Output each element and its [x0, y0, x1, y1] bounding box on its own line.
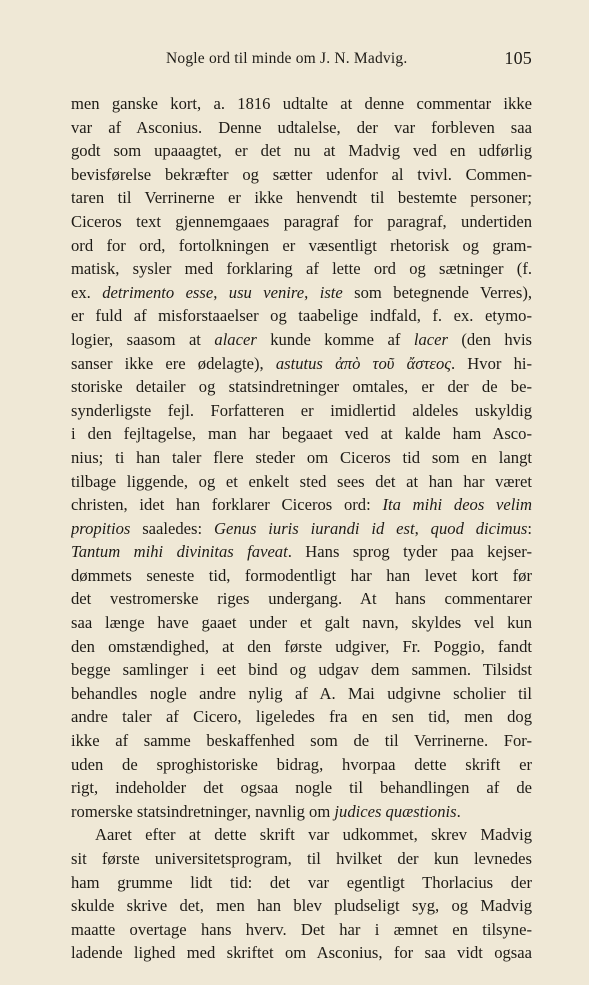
italic-phrase: alacer	[214, 329, 257, 349]
text-line	[71, 800, 532, 824]
italic-phrase: quod dicimus	[430, 518, 528, 538]
running-title: Nogle ord til minde om J. N. Madvig.	[166, 50, 408, 67]
text-line	[71, 139, 532, 163]
text-run: romerske statsindretninger, navnlig om	[71, 801, 335, 821]
text-run: ord for ord, fortolkningen er væsentligt rhetorisk og gram-	[71, 235, 532, 255]
text-run: matisk, sysler med forklaring af lette ord og sætninger (f.	[71, 259, 532, 279]
text-run: synderligste fejl. Forfatteren er imidlertid aldeles uskyldig	[71, 400, 532, 420]
text-run: ,	[213, 282, 229, 302]
text-run: . Hvor hi-	[450, 353, 532, 373]
text-line	[71, 941, 532, 965]
text-line	[71, 823, 532, 847]
text-run: begge samlinger i eet bind og udgav dem sammen. Tilsidst	[71, 660, 532, 680]
text-line	[71, 894, 532, 918]
text-run: andre taler af Cicero, ligeledes fra en sen tid, men dog	[71, 707, 532, 727]
text-line	[71, 753, 532, 777]
italic-phrase: Tantum mihi divinitas faveat	[71, 542, 288, 562]
text-run: ladende lighed med skriftet om Asconius, for saa vidt ogsaa	[71, 943, 532, 963]
text-line	[71, 658, 532, 682]
text-run: tilbage liggende, og et enkelt sted sees det at han har været	[71, 471, 532, 491]
italic-phrase: propitios	[71, 518, 131, 538]
text-line	[71, 281, 532, 305]
italic-phrase: judices quæstionis	[334, 801, 457, 821]
text-line	[71, 422, 532, 446]
text-line	[71, 210, 532, 234]
text-run: er fuld af misforstaaelser og taabelige indfald, f. ex. etymo-	[71, 306, 532, 326]
text-run: . Hans sprog tyder paa kejser-	[287, 542, 532, 562]
text-line	[71, 564, 532, 588]
text-line	[71, 635, 532, 659]
text-run: saa længe have gaaet under et galt navn, skyldes vel kun	[71, 613, 532, 633]
text-line	[71, 682, 532, 706]
italic-phrase: ἀπὸ τοῦ ἄστεος	[335, 353, 451, 373]
text-run: ikke af samme beskaffenhed som de til Verrinerne. For-	[71, 731, 532, 751]
text-run: det vestromerske riges undergang. At hans commentarer	[71, 589, 532, 609]
text-line	[71, 587, 532, 611]
text-run: Ciceros text gjennemgaaes paragraf for paragraf, undertiden	[71, 211, 532, 231]
text-run: uden de sproghistoriske bidrag, hvorpaa dette skrift er	[71, 754, 532, 774]
text-line	[71, 847, 532, 871]
text-run: Aaret efter at dette skrift var udkommet, skrev Madvig	[95, 825, 532, 845]
text-run: men ganske kort, a. 1816 udtalte at denne commentar ikke	[71, 94, 532, 113]
text-run: rigt, indeholder det ogsaa nogle til behandlingen af de	[71, 778, 532, 798]
text-run: :	[527, 518, 532, 538]
text-run: .	[456, 801, 461, 821]
text-run: bevisførelse bekræfter og sætter udenfor al tvivl. Commen-	[71, 164, 532, 184]
text-line	[71, 375, 532, 399]
text-line	[71, 611, 532, 635]
text-line	[71, 918, 532, 942]
text-run: maatte overtage hans hverv. Det har i æmnet en tilsyne-	[71, 919, 532, 939]
text-line	[71, 352, 532, 376]
text-run: i den fejltagelse, man har begaaet ved at kalde ham Asco-	[71, 424, 532, 444]
text-run: var af Asconius. Denne udtalelse, der var forbleven saa	[71, 117, 532, 137]
text-line	[71, 729, 532, 753]
text-run: den omstændighed, at den første udgiver, Fr. Poggio, fandt	[71, 636, 532, 656]
italic-phrase: detrimento esse	[102, 282, 214, 302]
text-line	[71, 304, 532, 328]
text-line	[71, 517, 532, 541]
text-line	[71, 446, 532, 470]
text-line	[71, 399, 532, 423]
text-line	[71, 470, 532, 494]
text-run: storiske detailer og statsindretninger omtales, er der de be-	[71, 377, 532, 397]
text-run: ex.	[71, 282, 103, 302]
text-line	[71, 116, 532, 140]
text-line	[71, 328, 532, 352]
text-run: christen, idet han forklarer Ciceros ord:	[71, 495, 383, 515]
text-line	[71, 186, 532, 210]
text-line	[71, 163, 532, 187]
text-run: som betegnende Verres),	[342, 282, 532, 302]
text-run: skulde skrive det, men han blev pludseligt syg, og Madvig	[71, 896, 532, 916]
italic-phrase: Genus iuris iurandi id est	[214, 518, 415, 538]
text-run	[323, 354, 335, 373]
text-run: ham grumme lidt tid: det var egentligt Thorlacius der	[71, 872, 532, 892]
text-run: dømmets seneste tid, formodentligt har han levet kort før	[71, 565, 532, 585]
italic-phrase: Ita mihi deos velim	[382, 495, 532, 515]
text-run: (den hvis	[447, 329, 532, 349]
text-run: logier, saasom at	[71, 329, 215, 349]
text-run: kunde komme af	[256, 329, 414, 349]
text-run: sanser ikke ere ødelagte),	[71, 353, 276, 373]
text-line	[71, 705, 532, 729]
page-number: 105	[504, 48, 532, 68]
text-line	[71, 493, 532, 517]
text-run: ,	[414, 518, 431, 538]
italic-phrase: astutus	[275, 353, 323, 373]
text-run: taren til Verrinerne er ikke henvendt til bestemte personer;	[71, 188, 532, 208]
text-line	[71, 92, 532, 116]
italic-phrase: usu venire	[228, 282, 305, 302]
italic-phrase: iste	[319, 282, 343, 302]
text-line	[71, 871, 532, 895]
text-run: sit første universitetsprogram, til hvilket der kun levnedes	[71, 849, 532, 868]
text-run: nius; ti han taler flere steder om Ciceros tid som en langt	[71, 447, 532, 467]
text-line	[71, 257, 532, 281]
text-line	[71, 234, 532, 258]
italic-phrase: lacer	[413, 329, 448, 349]
text-run: saaledes:	[130, 518, 215, 538]
body-text	[71, 92, 532, 965]
text-run: godt som upaaagtet, er det nu at Madvig ved en udførlig	[71, 141, 532, 161]
text-run: behandles nogle andre nylig af A. Mai udgivne scholier til	[71, 683, 532, 703]
text-line	[71, 540, 532, 564]
text-run: ,	[304, 282, 320, 302]
text-line	[71, 776, 532, 800]
